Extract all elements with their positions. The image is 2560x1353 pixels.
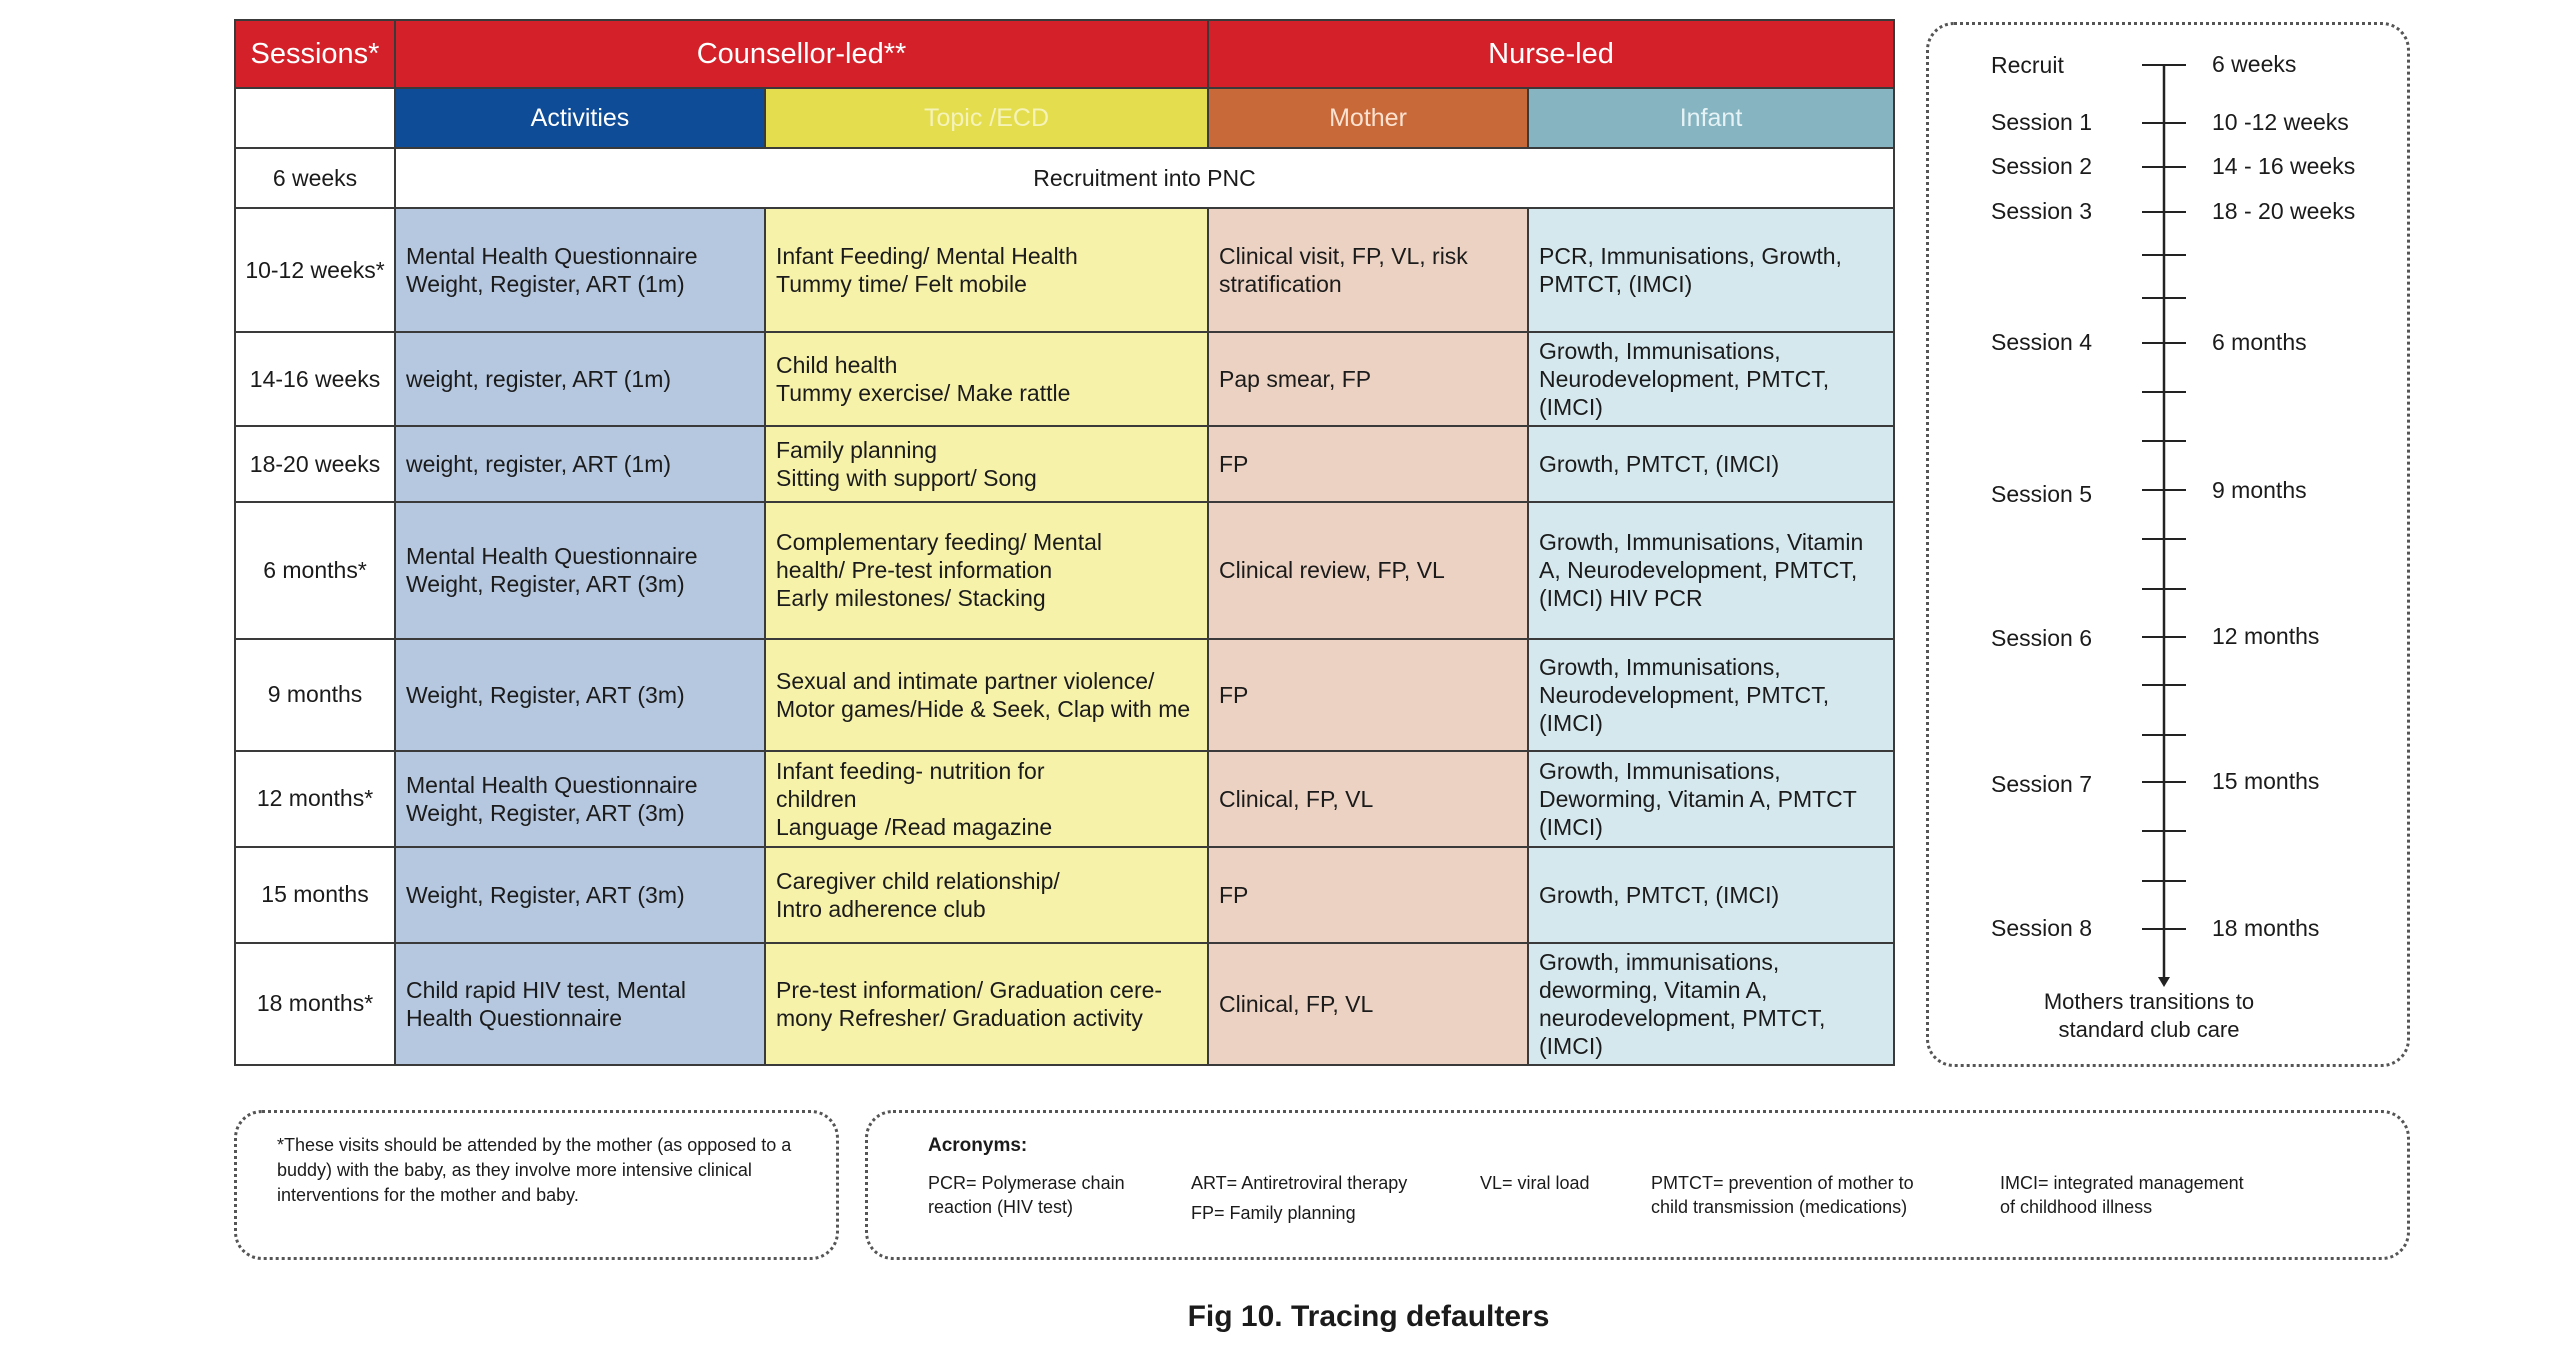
infant-cell: [1528, 332, 1894, 426]
infant-cell-text: Growth, Immunisations, Neurodevelopment, PMTCT, (IMCI): [1539, 653, 1830, 736]
topic-cell: [765, 332, 1208, 426]
sessions-header: Sessions*: [235, 20, 395, 88]
row-label: 6 weeks: [235, 148, 395, 208]
acronym-imci: IMCI= integrated management of childhood illness: [2000, 1173, 2244, 1217]
table-row: [235, 502, 1894, 638]
infant-cell: [1528, 208, 1894, 332]
activities-cell: [395, 426, 765, 502]
activities-cell-text: Weight, Register, ART (3m): [406, 881, 685, 908]
topic-cell-text: Infant Feeding/ Mental Health Tummy time/ Felt mobile: [776, 243, 1078, 298]
acronym-vl: VL= viral load: [1480, 1173, 1590, 1193]
timeline-axis: [1929, 25, 2413, 1070]
infant-header: Infant: [1528, 88, 1894, 148]
row-label: 6 months*: [235, 502, 395, 638]
row-label: 9 months: [235, 639, 395, 751]
recruitment-cell: Recruitment into PNC: [395, 148, 1894, 208]
timeline-session-label: Session 6: [1991, 625, 2093, 651]
session-timeline: [1926, 22, 2410, 1067]
mother-cell: [1208, 502, 1528, 638]
timeline-time-label: 10 -12 weeks: [2212, 109, 2349, 135]
activities-header: Activities: [395, 88, 765, 148]
topic-cell-text: Caregiver child relationship/ Intro adherence club: [776, 867, 1060, 922]
nurse-led-header: Nurse-led: [1208, 20, 1894, 88]
mother-cell-text: Clinical, FP, VL: [1219, 990, 1374, 1017]
infant-cell-text: Growth, PMTCT, (IMCI): [1539, 451, 1780, 478]
acronym-art: ART= Antiretroviral therapy: [1191, 1173, 1408, 1193]
mother-cell-text: Clinical, FP, VL: [1219, 785, 1374, 812]
mother-cell: [1208, 208, 1528, 332]
table-row: [235, 639, 1894, 751]
mother-cell: [1208, 751, 1528, 847]
topic-cell-text: Infant feeding- nutrition for children Language /Read magazine: [776, 757, 1053, 840]
infant-cell: [1528, 639, 1894, 751]
infant-cell-text: Growth, Immunisations, Vitamin A, Neurodevelopment, PMTCT, (IMCI) HIV PCR: [1539, 529, 1864, 612]
timeline-time-label: 6 weeks: [2212, 51, 2297, 77]
infant-cell: [1528, 847, 1894, 943]
mother-cell-text: FP: [1219, 451, 1249, 478]
activities-cell: [395, 847, 765, 943]
activities-cell-text: Child rapid HIV test, Mental Health Questionnaire: [406, 976, 686, 1031]
activities-cell: [395, 502, 765, 638]
acronym-pmtct: PMTCT= prevention of mother to child transmission (medications): [1651, 1173, 1914, 1217]
timeline-time-label: 12 months: [2212, 623, 2320, 649]
activities-cell-text: weight, register, ART (1m): [406, 366, 672, 393]
topic-cell: [765, 847, 1208, 943]
table-row: [235, 751, 1894, 847]
infant-cell: [1528, 943, 1894, 1065]
acronym-pcr: PCR= Polymerase chain reaction (HIV test): [928, 1173, 1125, 1217]
topic-cell: [765, 208, 1208, 332]
topic-cell: [765, 639, 1208, 751]
mother-header: Mother: [1208, 88, 1528, 148]
timeline-time-label: 18 - 20 weeks: [2212, 198, 2356, 224]
figure-caption: Fig 10. Tracing defaulters: [1187, 1300, 1550, 1333]
counsellor-led-header: Counsellor-led**: [395, 20, 1208, 88]
timeline-session-label: Session 1: [1991, 109, 2093, 135]
topic-cell-text: Sexual and intimate partner violence/ Motor games/Hide & Seek, Clap with me: [776, 667, 1191, 722]
timeline-session-label: Session 3: [1991, 198, 2093, 224]
activities-cell-text: Mental Health Questionnaire Weight, Register, ART (3m): [406, 771, 698, 826]
topic-cell-text: Pre-test information/ Graduation cere- mony Refresher/ Graduation activity: [776, 976, 1163, 1031]
row-label: 12 months*: [235, 751, 395, 847]
timeline-time-label: 14 - 16 weeks: [2212, 153, 2356, 179]
table-row: [235, 332, 1894, 426]
infant-cell-text: PCR, Immunisations, Growth, PMTCT, (IMCI): [1539, 243, 1842, 298]
infant-cell-text: Growth, Immunisations, Neurodevelopment, PMTCT, (IMCI): [1539, 338, 1830, 421]
schedule-body: [235, 208, 1894, 1065]
activities-cell-text: Mental Health Questionnaire Weight, Register, ART (3m): [406, 543, 698, 598]
activities-cell-text: Mental Health Questionnaire Weight, Register, ART (1m): [406, 243, 698, 298]
infant-cell: [1528, 751, 1894, 847]
activities-cell-text: weight, register, ART (1m): [406, 451, 672, 478]
topic-cell: [765, 943, 1208, 1065]
acronyms-title: Acronyms:: [928, 1135, 1028, 1156]
timeline-arrowhead: [2158, 977, 2170, 987]
mother-cell-text: Pap smear, FP: [1219, 366, 1372, 393]
timeline-time-label: 15 months: [2212, 768, 2320, 794]
timeline-footer: Mothers transitions to standard club care: [2043, 989, 2255, 1042]
topic-cell-text: Family planning Sitting with support/ Song: [776, 437, 1037, 492]
mother-cell-text: FP: [1219, 681, 1249, 708]
acronyms-box: [865, 1110, 2410, 1260]
row-label: 14-16 weeks: [235, 332, 395, 426]
infant-cell: [1528, 426, 1894, 502]
activities-cell: [395, 332, 765, 426]
footnote-box: [234, 1110, 839, 1260]
activities-cell: [395, 208, 765, 332]
mother-cell: [1208, 847, 1528, 943]
topic-cell: [765, 426, 1208, 502]
infant-cell-text: Growth, PMTCT, (IMCI): [1539, 881, 1780, 908]
mother-cell: [1208, 332, 1528, 426]
row-label: 10-12 weeks*: [235, 208, 395, 332]
topic-cell: [765, 751, 1208, 847]
timeline-time-label: 9 months: [2212, 477, 2307, 503]
mother-cell-text: FP: [1219, 881, 1249, 908]
timeline-time-label: 18 months: [2212, 915, 2320, 941]
blank-header-cell: [235, 88, 395, 148]
infant-cell: [1528, 502, 1894, 638]
topic-cell: [765, 502, 1208, 638]
row-label: 15 months: [235, 847, 395, 943]
table-row: [235, 847, 1894, 943]
acronym-fp: FP= Family planning: [1191, 1203, 1356, 1223]
activities-cell: [395, 639, 765, 751]
footnote-text: *These visits should be attended by the mother (as opposed to a buddy) with the baby, as they involve more intensive clinical interventions for the mother and baby.: [277, 1135, 792, 1205]
table-row: [235, 426, 1894, 502]
timeline-session-label: Session 2: [1991, 153, 2093, 179]
topic-header: Topic /ECD: [765, 88, 1208, 148]
table-row: [235, 208, 1894, 332]
mother-cell-text: Clinical review, FP, VL: [1219, 557, 1445, 584]
topic-cell-text: Complementary feeding/ Mental health/ Pre-test information Early milestones/ Stacking: [776, 529, 1102, 612]
row-label: 18-20 weeks: [235, 426, 395, 502]
row-label: 18 months*: [235, 943, 395, 1065]
activities-cell: [395, 751, 765, 847]
infant-cell-text: Growth, immunisations, deworming, Vitamin A, neurodevelopment, PMTCT, (IMCI): [1539, 948, 1826, 1059]
timeline-session-label: Recruit: [1991, 52, 2064, 78]
timeline-session-label: Session 5: [1991, 481, 2093, 507]
activities-cell: [395, 943, 765, 1065]
infant-cell-text: Growth, Immunisations, Deworming, Vitamin A, PMTCT (IMCI): [1539, 757, 1857, 840]
mother-cell: [1208, 943, 1528, 1065]
timeline-time-label: 6 months: [2212, 329, 2307, 355]
mother-cell-text: Clinical visit, FP, VL, risk stratification: [1219, 243, 1468, 298]
table-row: [235, 943, 1894, 1065]
mother-cell: [1208, 426, 1528, 502]
activities-cell-text: Weight, Register, ART (3m): [406, 681, 685, 708]
mother-cell: [1208, 639, 1528, 751]
timeline-session-label: Session 7: [1991, 771, 2093, 797]
topic-cell-text: Child health Tummy exercise/ Make rattle: [776, 352, 1071, 407]
timeline-session-label: Session 8: [1991, 915, 2093, 941]
timeline-session-label: Session 4: [1991, 329, 2093, 355]
session-schedule-table: [234, 19, 1895, 1066]
